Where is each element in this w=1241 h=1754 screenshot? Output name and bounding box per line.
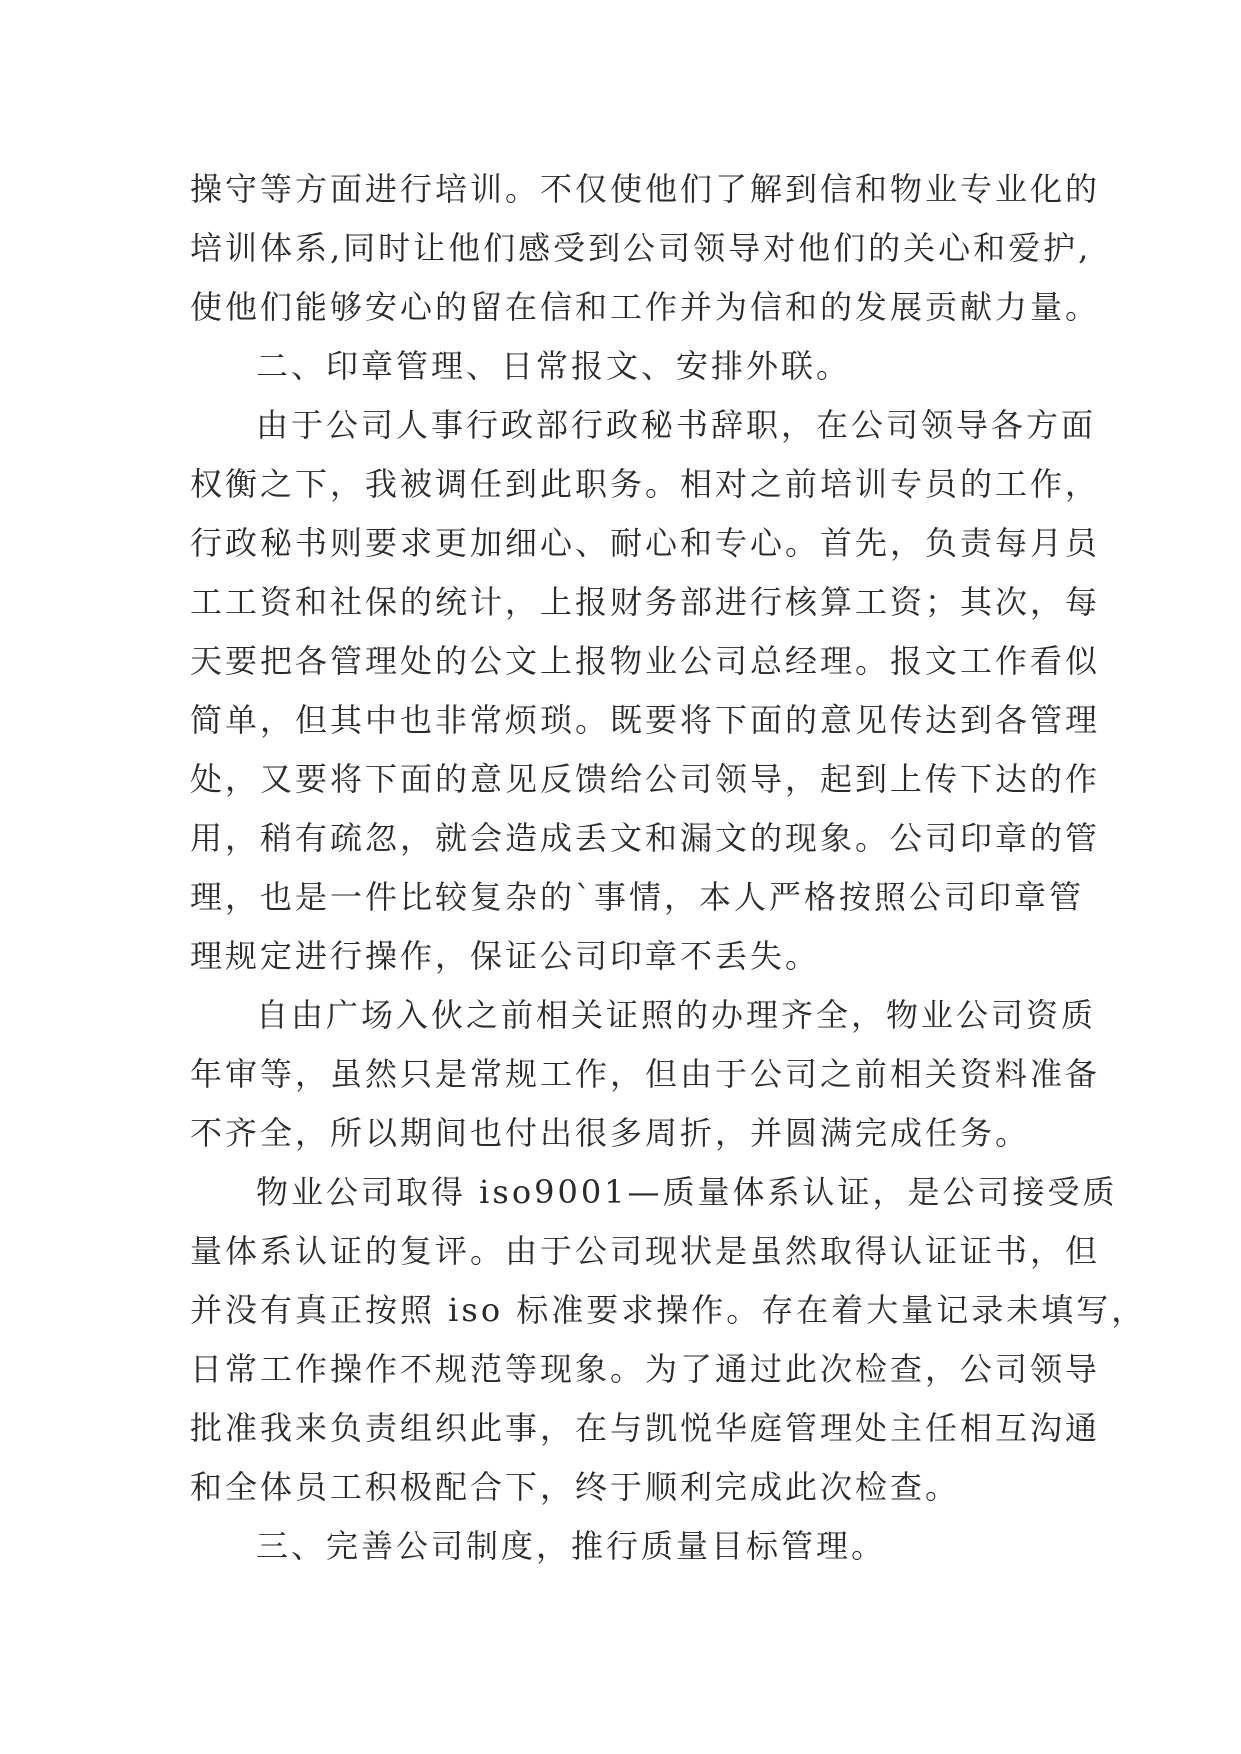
text-line: 理规定进行操作，保证公司印章不丢失。: [190, 937, 821, 975]
text-line: 和全体员工积极配合下，终于顺利完成此次检查。: [190, 1468, 961, 1506]
text-line: 理，也是一件比较复杂的`事情，本人严格按照公司印章管: [190, 878, 1085, 916]
document-body: [190, 160, 1147, 1576]
text-line: 量体系认证的复评。由于公司现状是虽然取得认证证书，但: [190, 1232, 1101, 1270]
text-line: 工工资和社保的统计，上报财务部进行核算工资；其次，每: [190, 583, 1101, 621]
text-line: 三、完善公司制度，推行质量目标管理。: [256, 1527, 887, 1565]
text-line: 批准我来负责组织此事，在与凯悦华庭管理处主任相互沟通: [190, 1409, 1101, 1447]
text-line: 由于公司人事行政部行政秘书辞职，在公司领导各方面: [256, 406, 1097, 444]
text-line: 自由广场入伙之前相关证照的办理齐全，物业公司资质: [256, 996, 1097, 1034]
text-line: 处，又要将下面的意见反馈给公司领导，起到上传下达的作: [190, 760, 1101, 798]
text-line: 操守等方面进行培训。不仅使他们了解到信和物业专业化的: [190, 170, 1101, 208]
text-line: 使他们能够安心的留在信和工作并为信和的发展贡献力量。: [190, 288, 1101, 326]
text-line: 二、印章管理、日常报文、安排外联。: [256, 347, 852, 385]
text-line: 年审等，虽然只是常规工作，但由于公司之前相关资料准备: [190, 1055, 1101, 1093]
text-line: 日常工作操作不规范等现象。为了通过此次检查，公司领导: [190, 1350, 1101, 1388]
text-line: 权衡之下，我被调任到此职务。相对之前培训专员的工作，: [190, 465, 1101, 503]
text-line: 用，稍有疏忽，就会造成丢文和漏文的现象。公司印章的管: [190, 819, 1101, 857]
text-line: 培训体系,同时让他们感受到公司领导对他们的关心和爱护,: [190, 229, 1092, 267]
text-line: 简单，但其中也非常烦琐。既要将下面的意见传达到各管理: [190, 701, 1101, 739]
text-line: 并没有真正按照 iso 标准要求操作。存在着大量记录未填写，: [190, 1291, 1147, 1329]
text-line: 天要把各管理处的公文上报物业公司总经理。报文工作看似: [190, 642, 1101, 680]
text-line: 行政秘书则要求更加细心、耐心和专心。首先，负责每月员: [190, 524, 1101, 562]
text-line: 物业公司取得 iso9001—质量体系认证，是公司接受质: [256, 1173, 1118, 1211]
text-line: 不齐全，所以期间也付出很多周折，并圆满完成任务。: [190, 1114, 1031, 1152]
